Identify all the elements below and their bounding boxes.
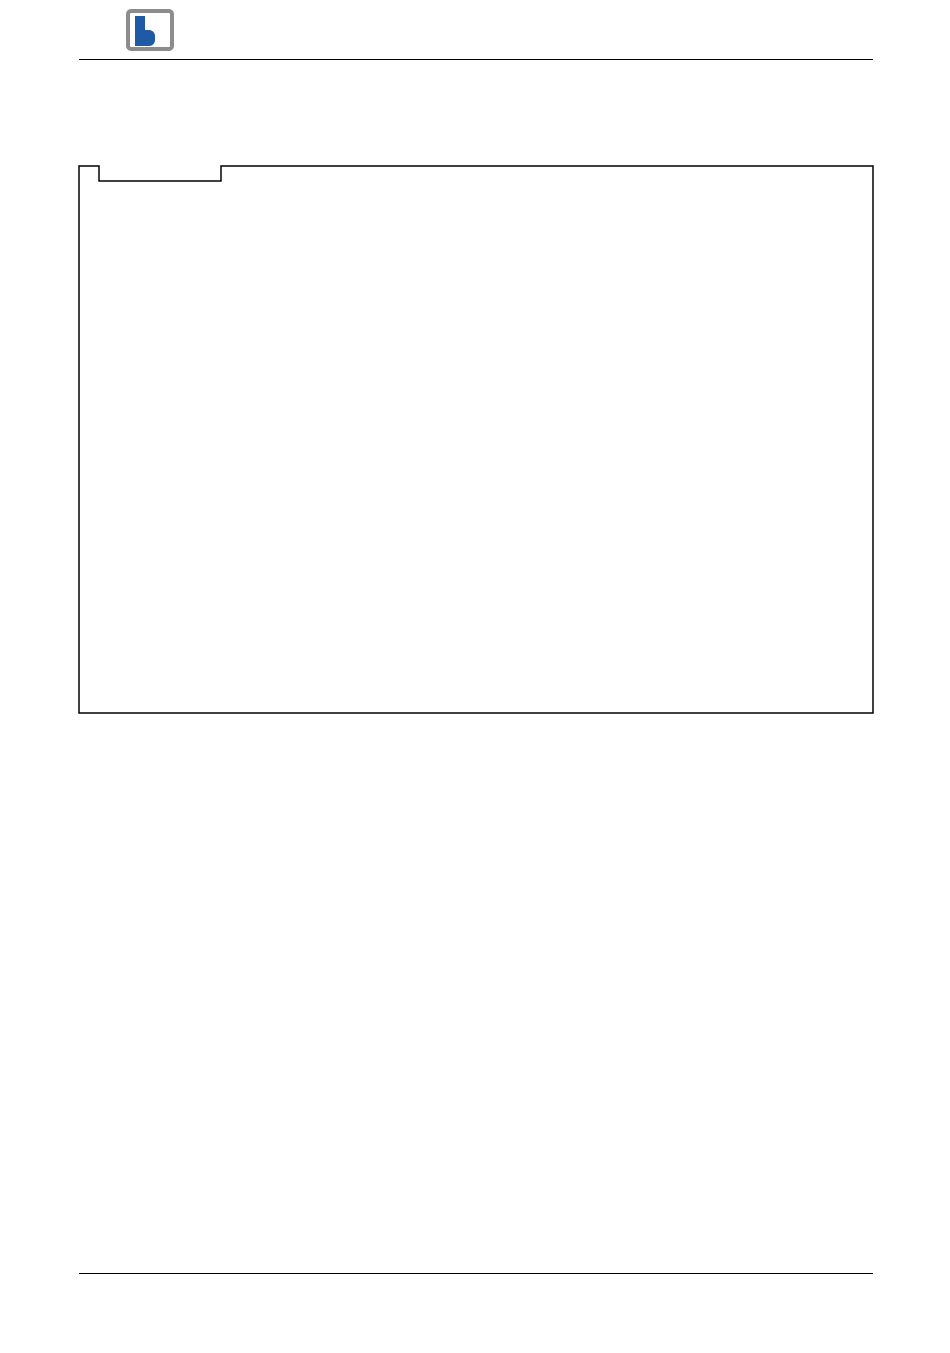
- footer-rule: [79, 1273, 873, 1274]
- board-outline: [79, 166, 873, 713]
